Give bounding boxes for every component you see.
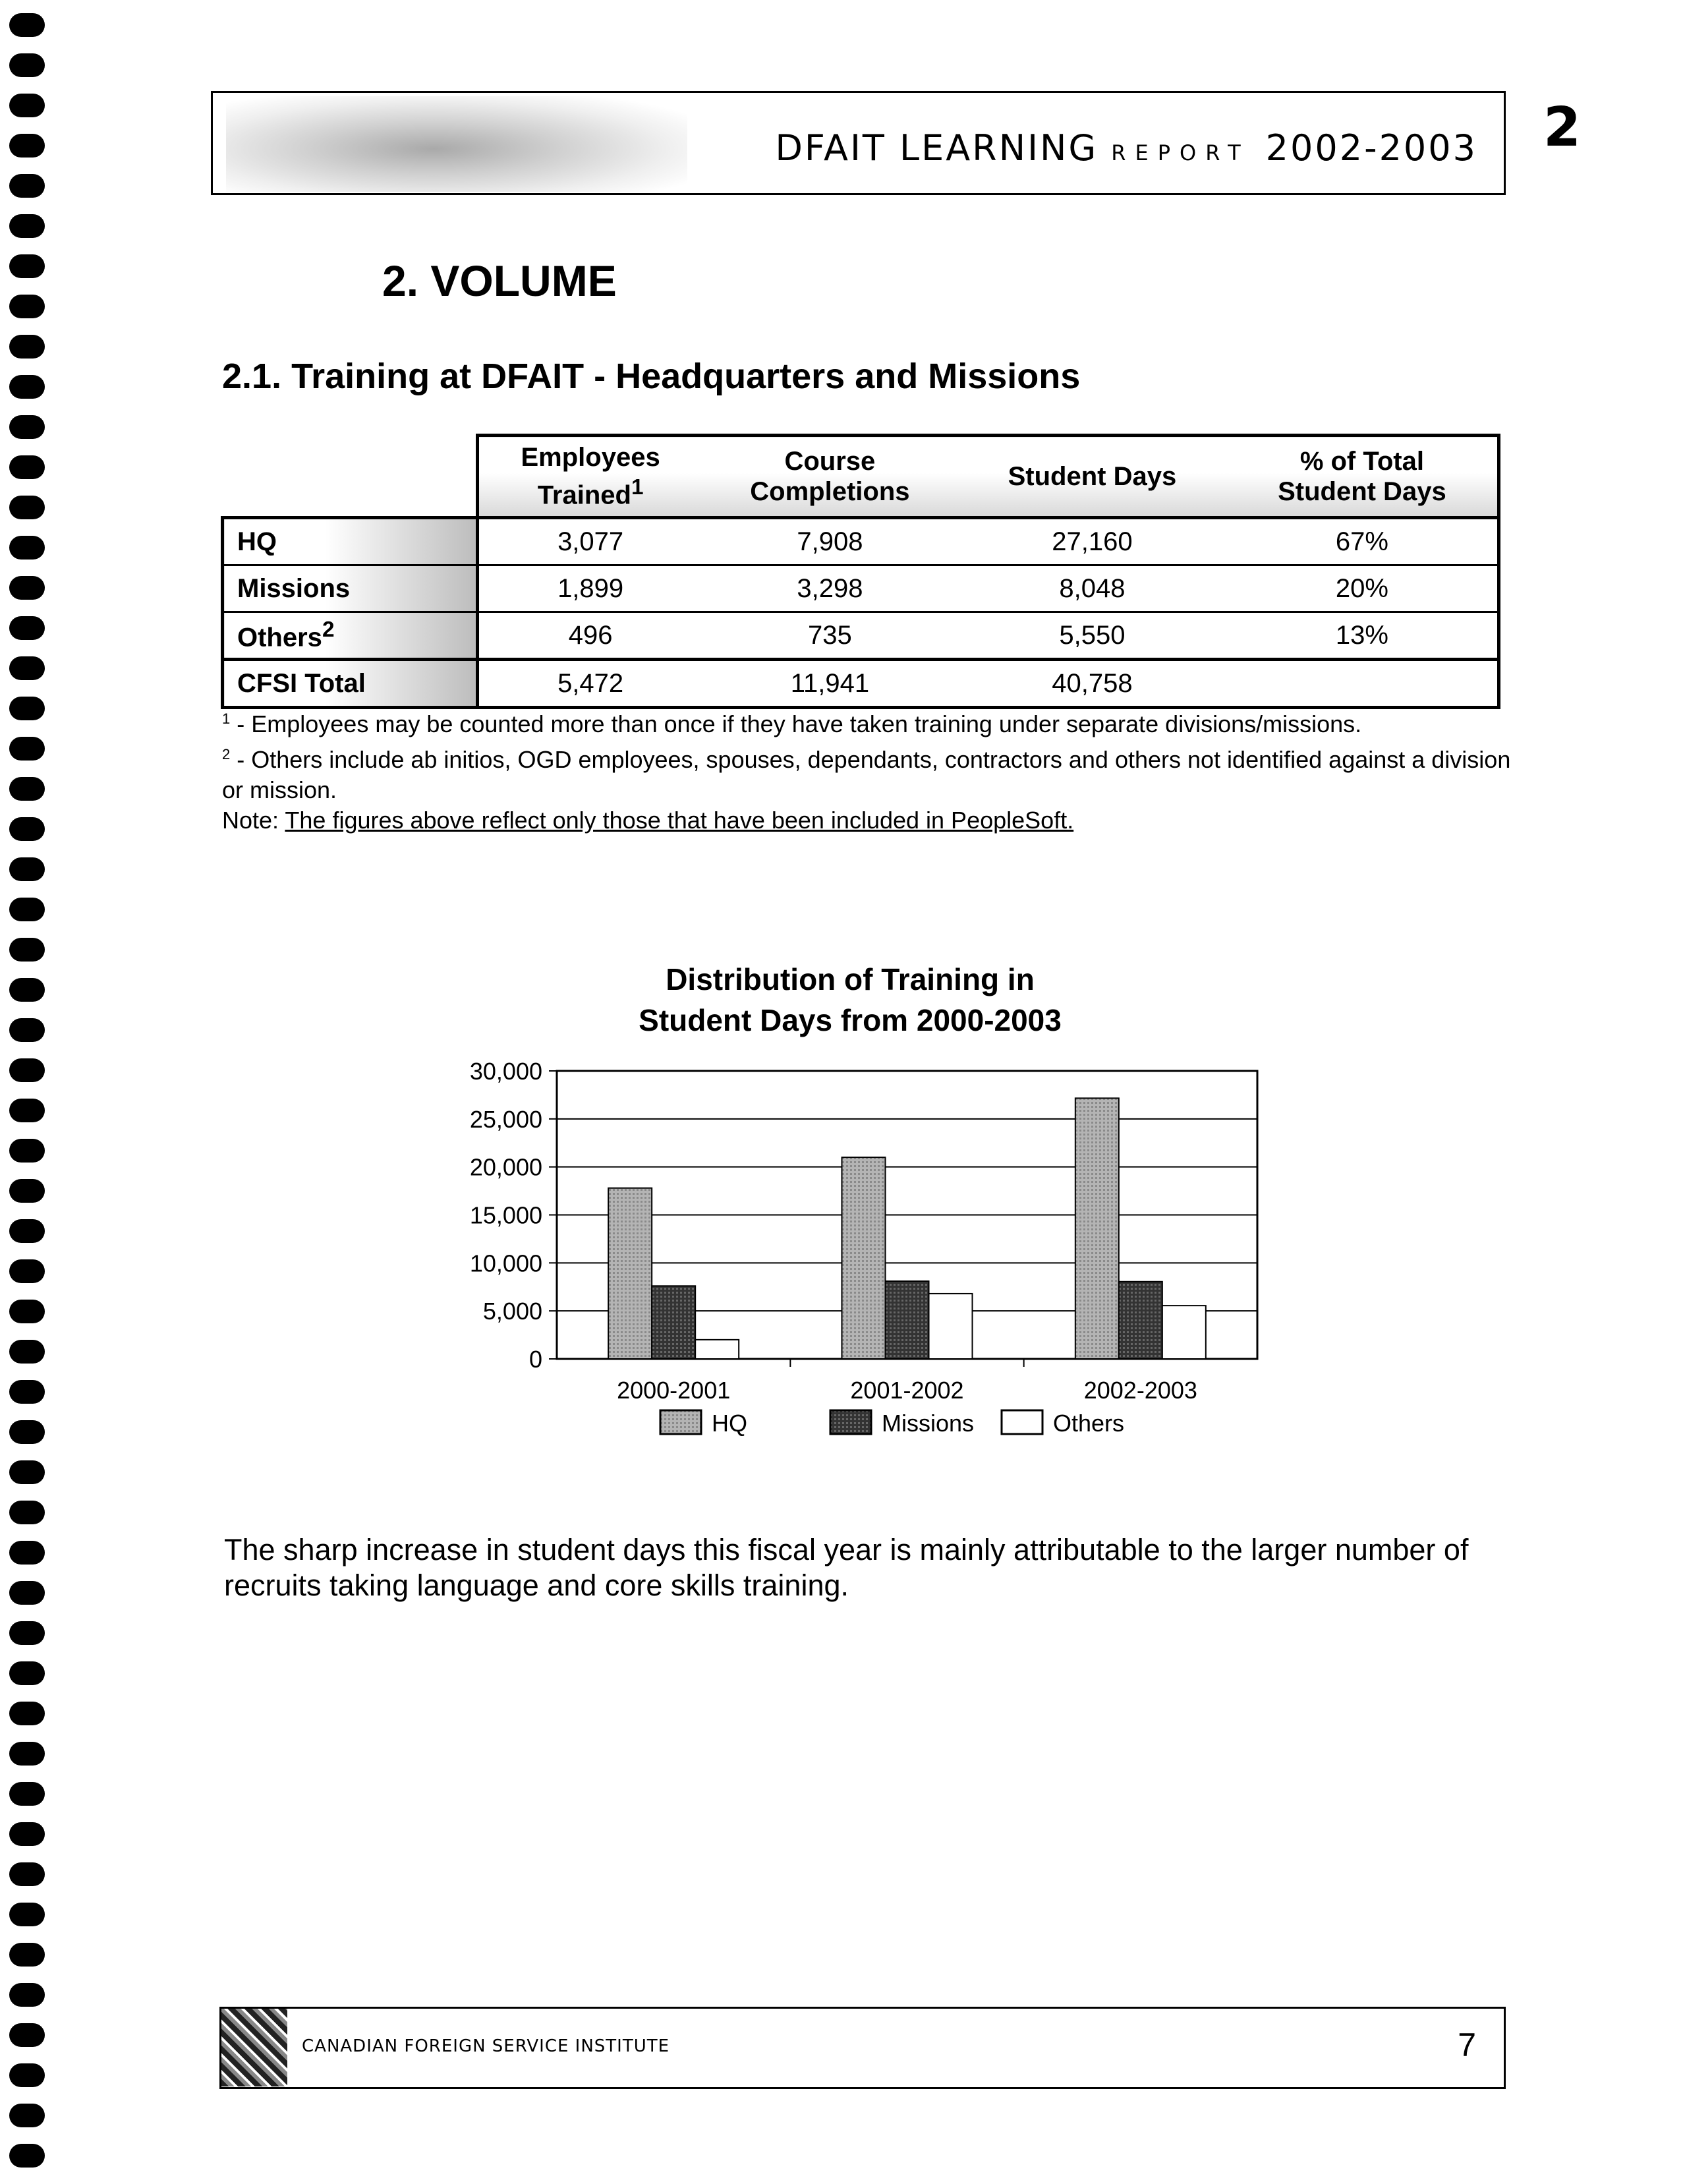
y-tick-label: 10,000 <box>469 1250 542 1277</box>
column-footnote-marker: 1 <box>631 475 644 500</box>
x-tick-label: 2000-2001 <box>617 1377 731 1404</box>
row-label <box>223 612 478 660</box>
header-title <box>775 127 1477 169</box>
table-row <box>223 565 1499 612</box>
table-header-row <box>223 436 1499 518</box>
chart-title <box>527 959 1173 1041</box>
footnote-2 <box>222 739 1514 805</box>
column-header-line1: Employees <box>521 443 660 473</box>
table-cell: 40,758 <box>957 660 1227 708</box>
binder-hole <box>9 13 45 37</box>
binder-hole <box>9 1219 45 1243</box>
bar-others <box>1162 1306 1206 1359</box>
binder-hole <box>9 295 45 318</box>
table-corner <box>223 436 478 518</box>
footnote-marker: 1 <box>222 710 231 727</box>
binder-hole <box>9 1903 45 1926</box>
table-row <box>223 518 1499 565</box>
column-header <box>702 436 957 518</box>
page-header <box>211 91 1506 195</box>
table-row <box>223 612 1499 660</box>
binder-hole <box>9 1340 45 1364</box>
footnote-text: - Others include ab initios, OGD employees, spouses, dependants, contractors and others not identified against a division or mission. <box>222 746 1511 803</box>
binder-hole <box>9 697 45 720</box>
row-label-text: Others <box>237 623 322 652</box>
y-tick-label: 15,000 <box>469 1201 542 1229</box>
binder-hole <box>9 536 45 560</box>
table-cell: 13% <box>1227 612 1499 660</box>
bar-hq <box>842 1157 886 1359</box>
row-label-text: HQ <box>237 527 277 556</box>
bar-chart <box>395 1054 1292 1463</box>
table-cell: 3,077 <box>477 518 702 565</box>
table-cell <box>1227 660 1499 708</box>
chart-title-line2: Student Days from 2000-2003 <box>639 1003 1062 1037</box>
column-header-line2: Completions <box>750 477 910 506</box>
binder-hole <box>9 1822 45 1846</box>
table-cell: 7,908 <box>702 518 957 565</box>
binder-hole <box>9 857 45 881</box>
bar-missions <box>652 1286 695 1359</box>
binder-hole <box>9 1621 45 1645</box>
table-cell: 1,899 <box>477 565 702 612</box>
row-label-text: Missions <box>237 573 351 603</box>
binder-hole <box>9 817 45 841</box>
bar-others <box>695 1340 739 1359</box>
x-tick-label: 2002-2003 <box>1083 1377 1197 1404</box>
page-footer <box>219 2007 1506 2089</box>
table-cell: 8,048 <box>957 565 1227 612</box>
binder-hole <box>9 1702 45 1725</box>
bar-hq <box>608 1188 652 1359</box>
binder-hole <box>9 576 45 600</box>
table-cell: 496 <box>477 612 702 660</box>
body-paragraph: The sharp increase in student days this fiscal year is mainly attributable to the larger number of recruits taking language and core skills training. <box>224 1533 1469 1602</box>
binder-hole <box>9 1099 45 1122</box>
binder-hole <box>9 1018 45 1042</box>
table-cell: 5,550 <box>957 612 1227 660</box>
row-label <box>223 518 478 565</box>
binder-hole <box>9 2063 45 2087</box>
column-header-line2: Student Days <box>1008 462 1177 491</box>
binder-hole <box>9 1581 45 1605</box>
footnote-marker: 2 <box>222 746 231 762</box>
legend-label: Missions <box>882 1410 975 1437</box>
binder-hole <box>9 415 45 439</box>
binder-hole <box>9 214 45 238</box>
column-header-line2: Trained <box>537 480 631 510</box>
header-years: 2002-2003 <box>1265 127 1477 169</box>
column-header <box>477 436 702 518</box>
binder-hole <box>9 656 45 680</box>
binder-hole <box>9 2144 45 2168</box>
binder-hole <box>9 1460 45 1484</box>
binder-hole <box>9 1661 45 1685</box>
bar-others <box>929 1294 973 1359</box>
binder-hole <box>9 1501 45 1524</box>
section-title: 2. VOLUME <box>382 256 617 305</box>
binder-hole <box>9 2104 45 2127</box>
binder-hole <box>9 898 45 921</box>
binder-hole <box>9 1541 45 1565</box>
binder-hole <box>9 737 45 761</box>
note-prefix: Note: <box>222 807 285 834</box>
binder-hole <box>9 2023 45 2047</box>
row-label <box>223 565 478 612</box>
column-header-line2: Student Days <box>1278 477 1446 506</box>
footer-institute-name: CANADIAN FOREIGN SERVICE INSTITUTE <box>302 2036 670 2056</box>
footnote-text: - Employees may be counted more than once if they have taken training under separate divisions/missions. <box>230 710 1362 737</box>
row-label-text: CFSI Total <box>237 668 366 698</box>
row-footnote-marker: 2 <box>322 618 335 643</box>
table-footnotes <box>222 704 1514 836</box>
y-tick-label: 25,000 <box>469 1105 542 1133</box>
binder-hole <box>9 938 45 962</box>
note <box>222 805 1514 836</box>
y-tick-label: 30,000 <box>469 1058 542 1085</box>
legend-swatch <box>660 1410 701 1434</box>
binder-hole <box>9 1983 45 2007</box>
binder-hole <box>9 375 45 399</box>
binder-hole <box>9 1943 45 1967</box>
binder-hole <box>9 978 45 1002</box>
binder-hole <box>9 174 45 198</box>
binder-hole <box>9 53 45 77</box>
chart-title-line1: Distribution of Training in <box>666 962 1035 996</box>
training-table <box>221 434 1500 709</box>
binder-hole <box>9 1058 45 1082</box>
binder-holes <box>9 13 49 2184</box>
binder-hole <box>9 1862 45 1886</box>
binder-hole <box>9 1380 45 1404</box>
header-title-main: DFAIT LEARNING <box>775 127 1098 169</box>
legend-label: HQ <box>712 1410 747 1437</box>
binder-hole <box>9 1742 45 1766</box>
chapter-number: 2 <box>1543 96 1582 159</box>
note-text: The figures above reflect only those that have been included in PeopleSoft. <box>285 807 1074 834</box>
header-texture-image <box>226 96 687 192</box>
page-number: 7 <box>1458 2026 1476 2063</box>
binder-hole <box>9 777 45 801</box>
x-tick-label: 2001-2002 <box>850 1377 964 1404</box>
institute-logo <box>221 2009 287 2086</box>
table-row-total <box>223 660 1499 708</box>
column-header-line1: % of Total <box>1299 447 1424 476</box>
binder-hole <box>9 455 45 479</box>
binder-hole <box>9 94 45 117</box>
row-label <box>223 660 478 708</box>
binder-hole <box>9 1420 45 1444</box>
binder-hole <box>9 134 45 158</box>
y-tick-label: 20,000 <box>469 1153 542 1181</box>
bar-missions <box>886 1281 929 1359</box>
binder-hole <box>9 254 45 278</box>
binder-hole <box>9 335 45 359</box>
y-tick-label: 0 <box>528 1346 542 1373</box>
column-header <box>957 436 1227 518</box>
binder-hole <box>9 616 45 640</box>
y-tick-label: 5,000 <box>482 1298 542 1325</box>
table-cell: 27,160 <box>957 518 1227 565</box>
section-subtitle: 2.1. Training at DFAIT - Headquarters and Missions <box>222 357 1081 396</box>
table-cell: 735 <box>702 612 957 660</box>
binder-hole <box>9 1300 45 1323</box>
binder-hole <box>9 1259 45 1283</box>
header-report-word: REPORT <box>1111 140 1250 165</box>
legend-label: Others <box>1053 1410 1125 1437</box>
binder-hole <box>9 496 45 519</box>
bar-hq <box>1075 1098 1119 1359</box>
binder-hole <box>9 1782 45 1806</box>
table-cell: 67% <box>1227 518 1499 565</box>
binder-hole <box>9 1139 45 1163</box>
column-header-line1: Course <box>784 447 876 476</box>
bar-missions <box>1119 1282 1162 1359</box>
legend-swatch <box>1002 1410 1042 1434</box>
column-header <box>1227 436 1499 518</box>
table-cell: 3,298 <box>702 565 957 612</box>
footnote-1 <box>222 704 1514 739</box>
table-cell: 5,472 <box>477 660 702 708</box>
table-cell: 20% <box>1227 565 1499 612</box>
legend-swatch <box>830 1410 871 1434</box>
binder-hole <box>9 1179 45 1203</box>
table-cell: 11,941 <box>702 660 957 708</box>
